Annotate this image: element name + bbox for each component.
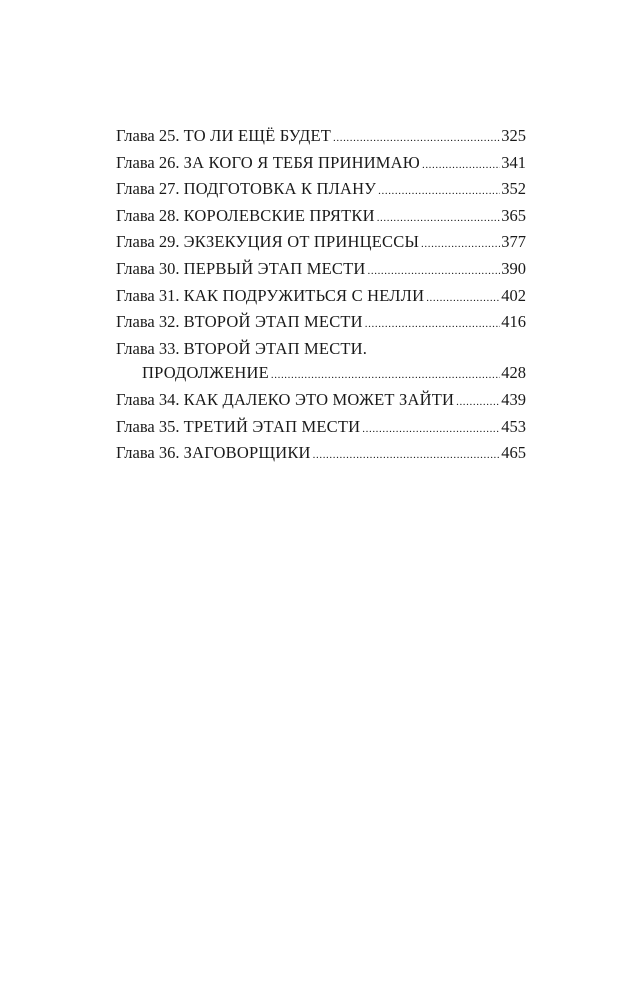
chapter-title: ЭКЗЕКУЦИЯ ОТ ПРИНЦЕССЫ	[183, 232, 420, 252]
chapter-number: Глава 33.	[116, 338, 180, 358]
toc-entry	[116, 388, 526, 415]
dot-leader	[422, 153, 500, 178]
page-number: 428	[501, 363, 526, 383]
toc-entry	[116, 257, 526, 284]
toc-entry	[116, 230, 526, 257]
toc-entry	[116, 204, 526, 231]
page-number: 377	[501, 232, 526, 252]
page-number: 453	[501, 416, 526, 436]
chapter-title: КОРОЛЕВСКИЕ ПРЯТКИ	[183, 205, 375, 225]
chapter-number: Глава 29.	[116, 232, 180, 252]
table-of-contents	[116, 124, 526, 468]
dot-leader	[378, 179, 500, 204]
chapter-number: Глава 31.	[116, 285, 180, 305]
toc-entry	[116, 151, 526, 178]
dot-leader	[271, 363, 500, 388]
dot-leader	[377, 206, 501, 231]
page-number: 465	[501, 443, 526, 463]
chapter-title: ВТОРОЙ ЭТАП МЕСТИ	[183, 312, 363, 332]
chapter-number: Глава 36.	[116, 443, 180, 463]
dot-leader	[421, 232, 500, 257]
chapter-title-line2: ПРОДОЛЖЕНИЕ	[142, 363, 269, 383]
chapter-number: Глава 25.	[116, 126, 180, 145]
chapter-number: Глава 27.	[116, 179, 180, 199]
page-number: 352	[501, 179, 526, 199]
chapter-number: Глава 30.	[116, 258, 180, 278]
chapter-title: ЗАГОВОРЩИКИ	[183, 443, 311, 463]
chapter-title: КАК ПОДРУЖИТЬСЯ С НЕЛЛИ	[183, 285, 425, 305]
toc-entry-first-line	[116, 337, 526, 362]
dot-leader	[333, 126, 500, 151]
dot-leader	[368, 259, 501, 284]
dot-leader	[313, 443, 501, 468]
chapter-number: Глава 26.	[116, 152, 180, 172]
dot-leader	[456, 390, 500, 415]
dot-leader	[426, 286, 500, 311]
chapter-number: Глава 34.	[116, 389, 180, 409]
chapter-title: ПОДГОТОВКА К ПЛАНУ	[183, 179, 377, 199]
page-number: 402	[501, 285, 526, 305]
page-number: 325	[501, 126, 526, 145]
toc-entry	[116, 177, 526, 204]
page-number: 416	[501, 312, 526, 332]
dot-leader	[365, 312, 500, 337]
toc-entry	[116, 415, 526, 442]
toc-entry-multiline	[116, 337, 526, 388]
toc-entry-second-line	[116, 361, 526, 388]
chapter-title: ТРЕТИЙ ЭТАП МЕСТИ	[183, 416, 361, 436]
chapter-title: ТО ЛИ ЕЩЁ БУДЕТ	[183, 126, 332, 145]
page-number: 365	[501, 205, 526, 225]
chapter-number: Глава 32.	[116, 312, 180, 332]
chapter-number: Глава 35.	[116, 416, 180, 436]
page-number: 341	[501, 152, 526, 172]
chapter-title-line1: ВТОРОЙ ЭТАП МЕСТИ.	[183, 338, 368, 358]
page-number: 439	[501, 389, 526, 409]
toc-entry	[116, 310, 526, 337]
toc-entry	[116, 124, 526, 151]
chapter-title: КАК ДАЛЕКО ЭТО МОЖЕТ ЗАЙТИ	[183, 389, 455, 409]
toc-entry	[116, 284, 526, 311]
page-number: 390	[501, 258, 526, 278]
toc-entry	[116, 441, 526, 468]
chapter-title: ПЕРВЫЙ ЭТАП МЕСТИ	[183, 258, 366, 278]
dot-leader	[362, 417, 500, 442]
chapter-number: Глава 28.	[116, 205, 180, 225]
chapter-title: ЗА КОГО Я ТЕБЯ ПРИНИМАЮ	[183, 152, 420, 172]
